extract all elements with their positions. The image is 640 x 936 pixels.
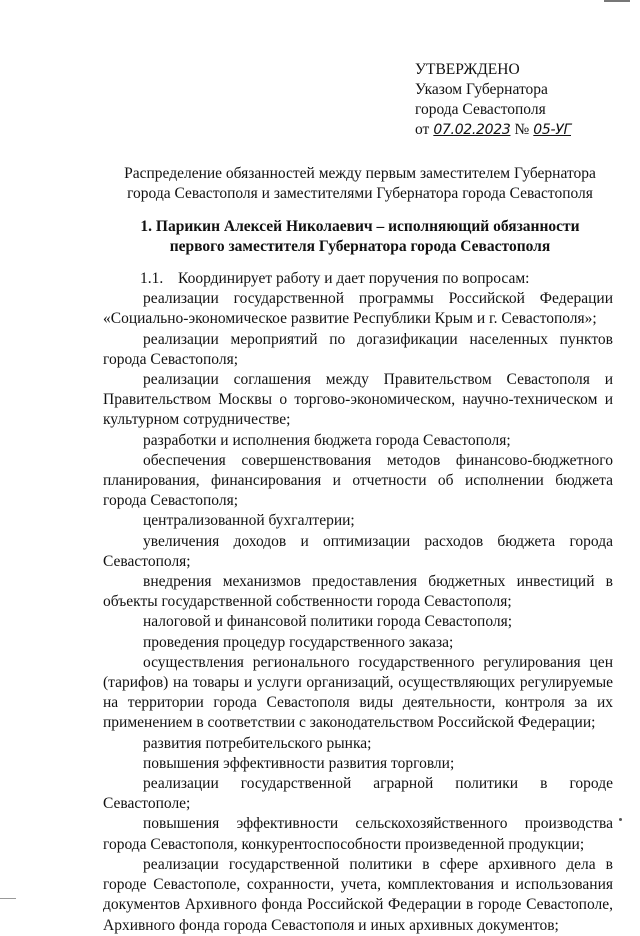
duty-item: реализации мероприятий по догазификации населенных пунктов города Севастополя; bbox=[103, 330, 613, 368]
duty-item: повышения эффективности развития торговли; bbox=[143, 754, 455, 772]
handwritten-date: 07.02.2023 bbox=[433, 122, 511, 138]
duty-item: внедрения механизмов предоставления бюджетных инвестиций в объекты государственной собственности города Севастополя; bbox=[103, 573, 613, 611]
duty-item: разработки и исполнения бюджета города Севастополя; bbox=[143, 431, 511, 449]
duty-item: реализации государственной программы Российской Федерации «Социально-экономическое развитие Республики Крым и г. Севастополя»; bbox=[103, 290, 613, 328]
scan-dot bbox=[619, 818, 622, 821]
scan-edge-mark bbox=[0, 898, 16, 899]
approval-title: УТВЕРЖДЕНО bbox=[415, 61, 520, 78]
title-line: Распределение обязанностей между первым заместителем Губернатора bbox=[124, 165, 596, 182]
scan-edge-mark bbox=[604, 0, 630, 2]
duty-item: централизованной бухгалтерии; bbox=[143, 512, 355, 530]
duty-item: обеспечения совершенствования методов финансово-бюджетного планирования, финансирования и отчетности об исполнении бюджета города Севастополя; bbox=[103, 451, 613, 510]
approval-stamp-block bbox=[415, 60, 575, 140]
clause-number: 1.1. bbox=[140, 270, 164, 287]
approval-date-line bbox=[415, 120, 575, 140]
duty-item: реализации соглашения между Правительством Севастополя и Правительством Москвы о торгово-экономическом, научно-техническом и культурном сотрудничестве; bbox=[103, 371, 613, 429]
clause-text: Координирует работу и дает поручения по вопросам: bbox=[178, 270, 530, 287]
section-heading-line: первого заместителя Губернатора города Севастополя bbox=[169, 238, 551, 255]
duty-item: реализации государственной аграрной политики в городе Севастополе; bbox=[103, 775, 613, 813]
title-line: города Севастополя и заместителями Губернатора города Севастополя bbox=[127, 185, 593, 202]
document-body bbox=[103, 269, 613, 936]
section-heading-line: 1. Парикин Алексей Николаевич – исполняющий обязанности bbox=[140, 218, 580, 235]
duty-item: развития потребительского рынка; bbox=[143, 734, 372, 752]
approval-decree: Указом Губернатора bbox=[415, 81, 548, 98]
number-label: № bbox=[514, 121, 530, 138]
handwritten-number: 05-УГ bbox=[533, 122, 571, 138]
duty-item: налоговой и финансовой политики города Севастополя; bbox=[143, 613, 513, 631]
duty-item: увеличения доходов и оптимизации расходов бюджета города Севастополя; bbox=[103, 532, 613, 570]
document-title bbox=[100, 164, 620, 204]
duty-item: повышения эффективности сельскохозяйственного производства города Севастополя, конкурентоспособности произведенной продукции; bbox=[103, 815, 613, 853]
duty-item: реализации государственной политики в сфере архивного дела в городе Севастополе, сохранности, учета, комплектования и использования документов Архивного фонда Российской Федерации в городе Севастополе, Архивного фонда города Севастополя и иных архивных документов; bbox=[103, 855, 613, 934]
from-label: от bbox=[415, 121, 430, 138]
duty-item: осуществления регионального государственного регулирования цен (тарифов) на товары и услуги организаций, осуществляющих регулируемые на территории города Севастополя виды деятельности, контроля за их применением в соответствии с законодательством Российской Федерации; bbox=[103, 653, 613, 732]
section-heading bbox=[100, 217, 620, 257]
duty-item: проведения процедур государственного заказа; bbox=[143, 633, 454, 651]
approval-city: города Севастополя bbox=[415, 101, 546, 118]
clause-paragraph bbox=[103, 269, 613, 289]
